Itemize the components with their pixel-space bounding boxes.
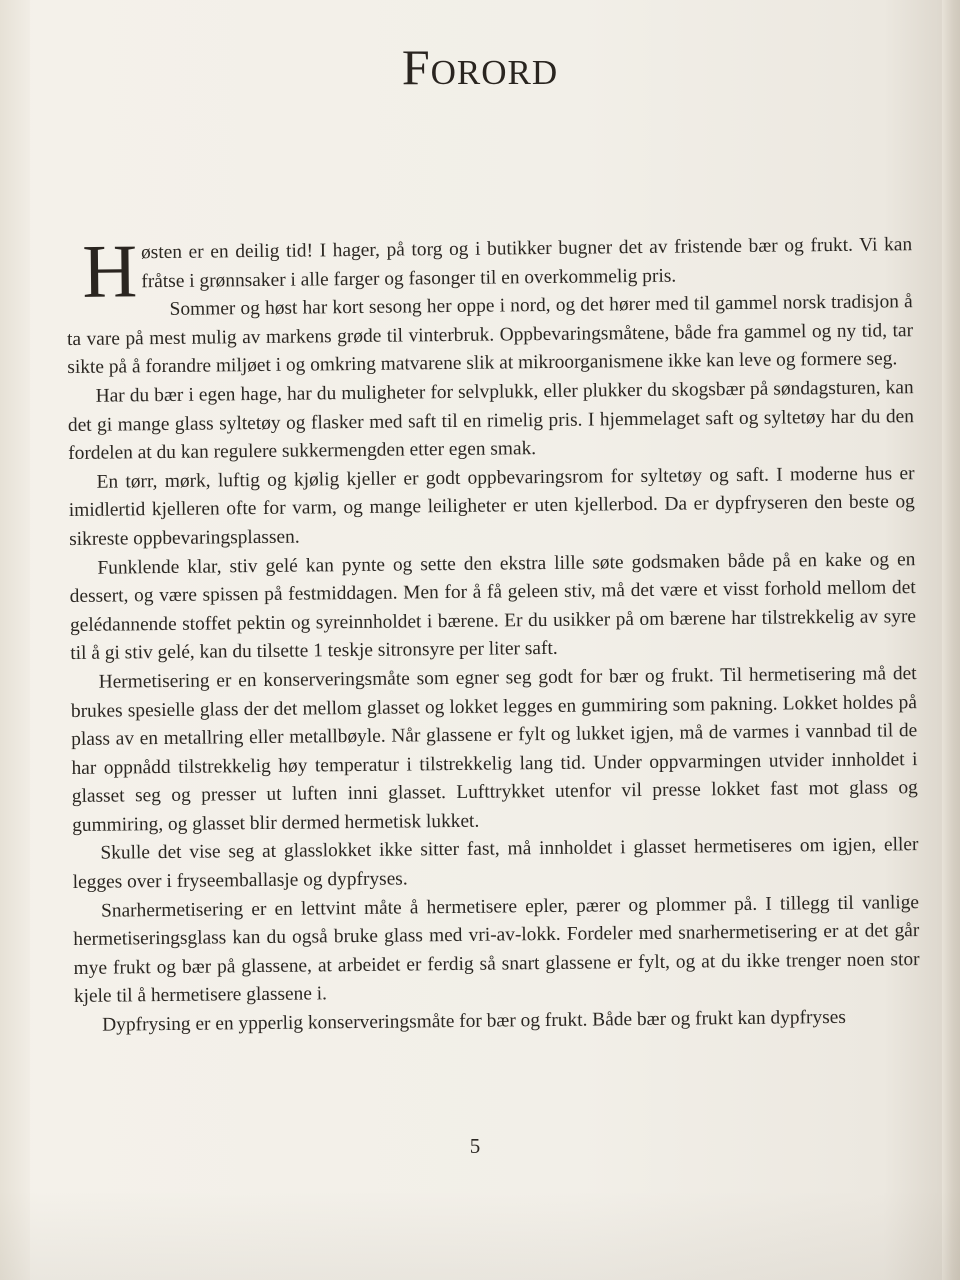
paragraph: En tørr, mørk, luftig og kjølig kjeller er godt oppbevaringsrom for syltetøy og saft. I moderne hus er imidlertid kjelleren ofte for varm, og mange leiligheter er uten kjellerbod. Da er dypfryseren den beste og sikreste oppbevaringsplassen.: [68, 462, 915, 550]
paragraph: Hermetisering er en konserveringsmåte som egner seg godt for bær og frukt. Til hermetisering må det brukes spesielle glass der det mellom glasset og lokket legges en gummiring som pakning. Lokket holdes på plass av en metallring eller metallbøyle. Når glassene er fylt og lukket igjen, må de varmes i vannbad til de har oppnådd tilstrekkelig høy temperatur i tilstrekkelig lang tid. Under oppvarmingen utvider innholdet i glasset seg og presser ut luften inni glasset. Lufttrykket utenfor vil presse lokket fast mot glass og gummiring, og glasset blir dermed hermetisk lukket.: [70, 663, 918, 836]
page-shadow: [0, 1190, 960, 1280]
body-text: [66, 231, 920, 1040]
page-number: 5: [469, 1134, 481, 1158]
page-edge: [942, 0, 960, 1280]
paragraph: Funklende klar, stiv gelé kan pynte og sette den ekstra lille søte godsmaken både på en kake og en dessert, og være spissen på festmiddagen. Men for å få geleen stiv, må det være et visst forhold mellom det gelédannende stoffet pektin og syreinnholdet i bærene. Er du usikker på om bærene har tilstrekkelig av syre til å gi stiv gelé, kan du tilsette 1 teskje sitronsyre per liter saft.: [69, 548, 917, 665]
paragraph-text: østen er en deilig tid! I hager, på torg og i butikker bugner det av fristende bær og frukt. Vi kan fråtse i grønnsaker i alle farger og fasonger til en overkommelig pris.: [140, 234, 913, 292]
paragraph: Har du bær i egen hage, har du muligheter for selvplukk, eller plukker du skogsbær på søndagsturen, kan det gi mange glass syltetøy og flasker med saft til en rimelig pris. I hjemmelaget saft og syltetøy har du den fordelen at du kan regulere sukkermengden etter egen smak.: [67, 377, 915, 465]
paragraph: [66, 229, 913, 314]
drop-cap: H: [81, 229, 138, 314]
paragraph: Skulle det vise seg at glasslokket ikke sitter fast, må innholdet i glasset hermetiseres om igjen, eller legges over i fryseemballasje og dypfryses.: [72, 834, 919, 894]
paragraph: Dypfrysing er en ypperlig konserveringsmåte for bær og frukt. Både bær og frukt kan dypfryses: [102, 1006, 846, 1036]
page-title: Forord: [401, 39, 559, 95]
paragraph: Snarhermetisering er en lettvint måte å hermetisere epler, pærer og plommer på. I tillegg til vanlige hermetiseringsglass kan du også bruke glass med vri-av-lokk. Fordeler med snarhermetisering er at det går mye frukt og bær på glassene, at arbeidet er ferdig så snart glassene er fylt, og at du ikke trenger noen stor kjele til å hermetisere glassene i.: [73, 891, 920, 1008]
paragraph: Sommer og høst har kort sesong her oppe i nord, og det hører med til gammel norsk tradisjon å ta vare på mest mulig av markens grøde til vinterbruk. Oppbevaringsmåtene, både fra gammel og ny tid, tar sikte på å forandre miljøet i og omkring matvarene slik at mikroorganismene ikke kan leve og formere seg.: [66, 291, 914, 379]
page-gutter: [0, 0, 30, 1280]
